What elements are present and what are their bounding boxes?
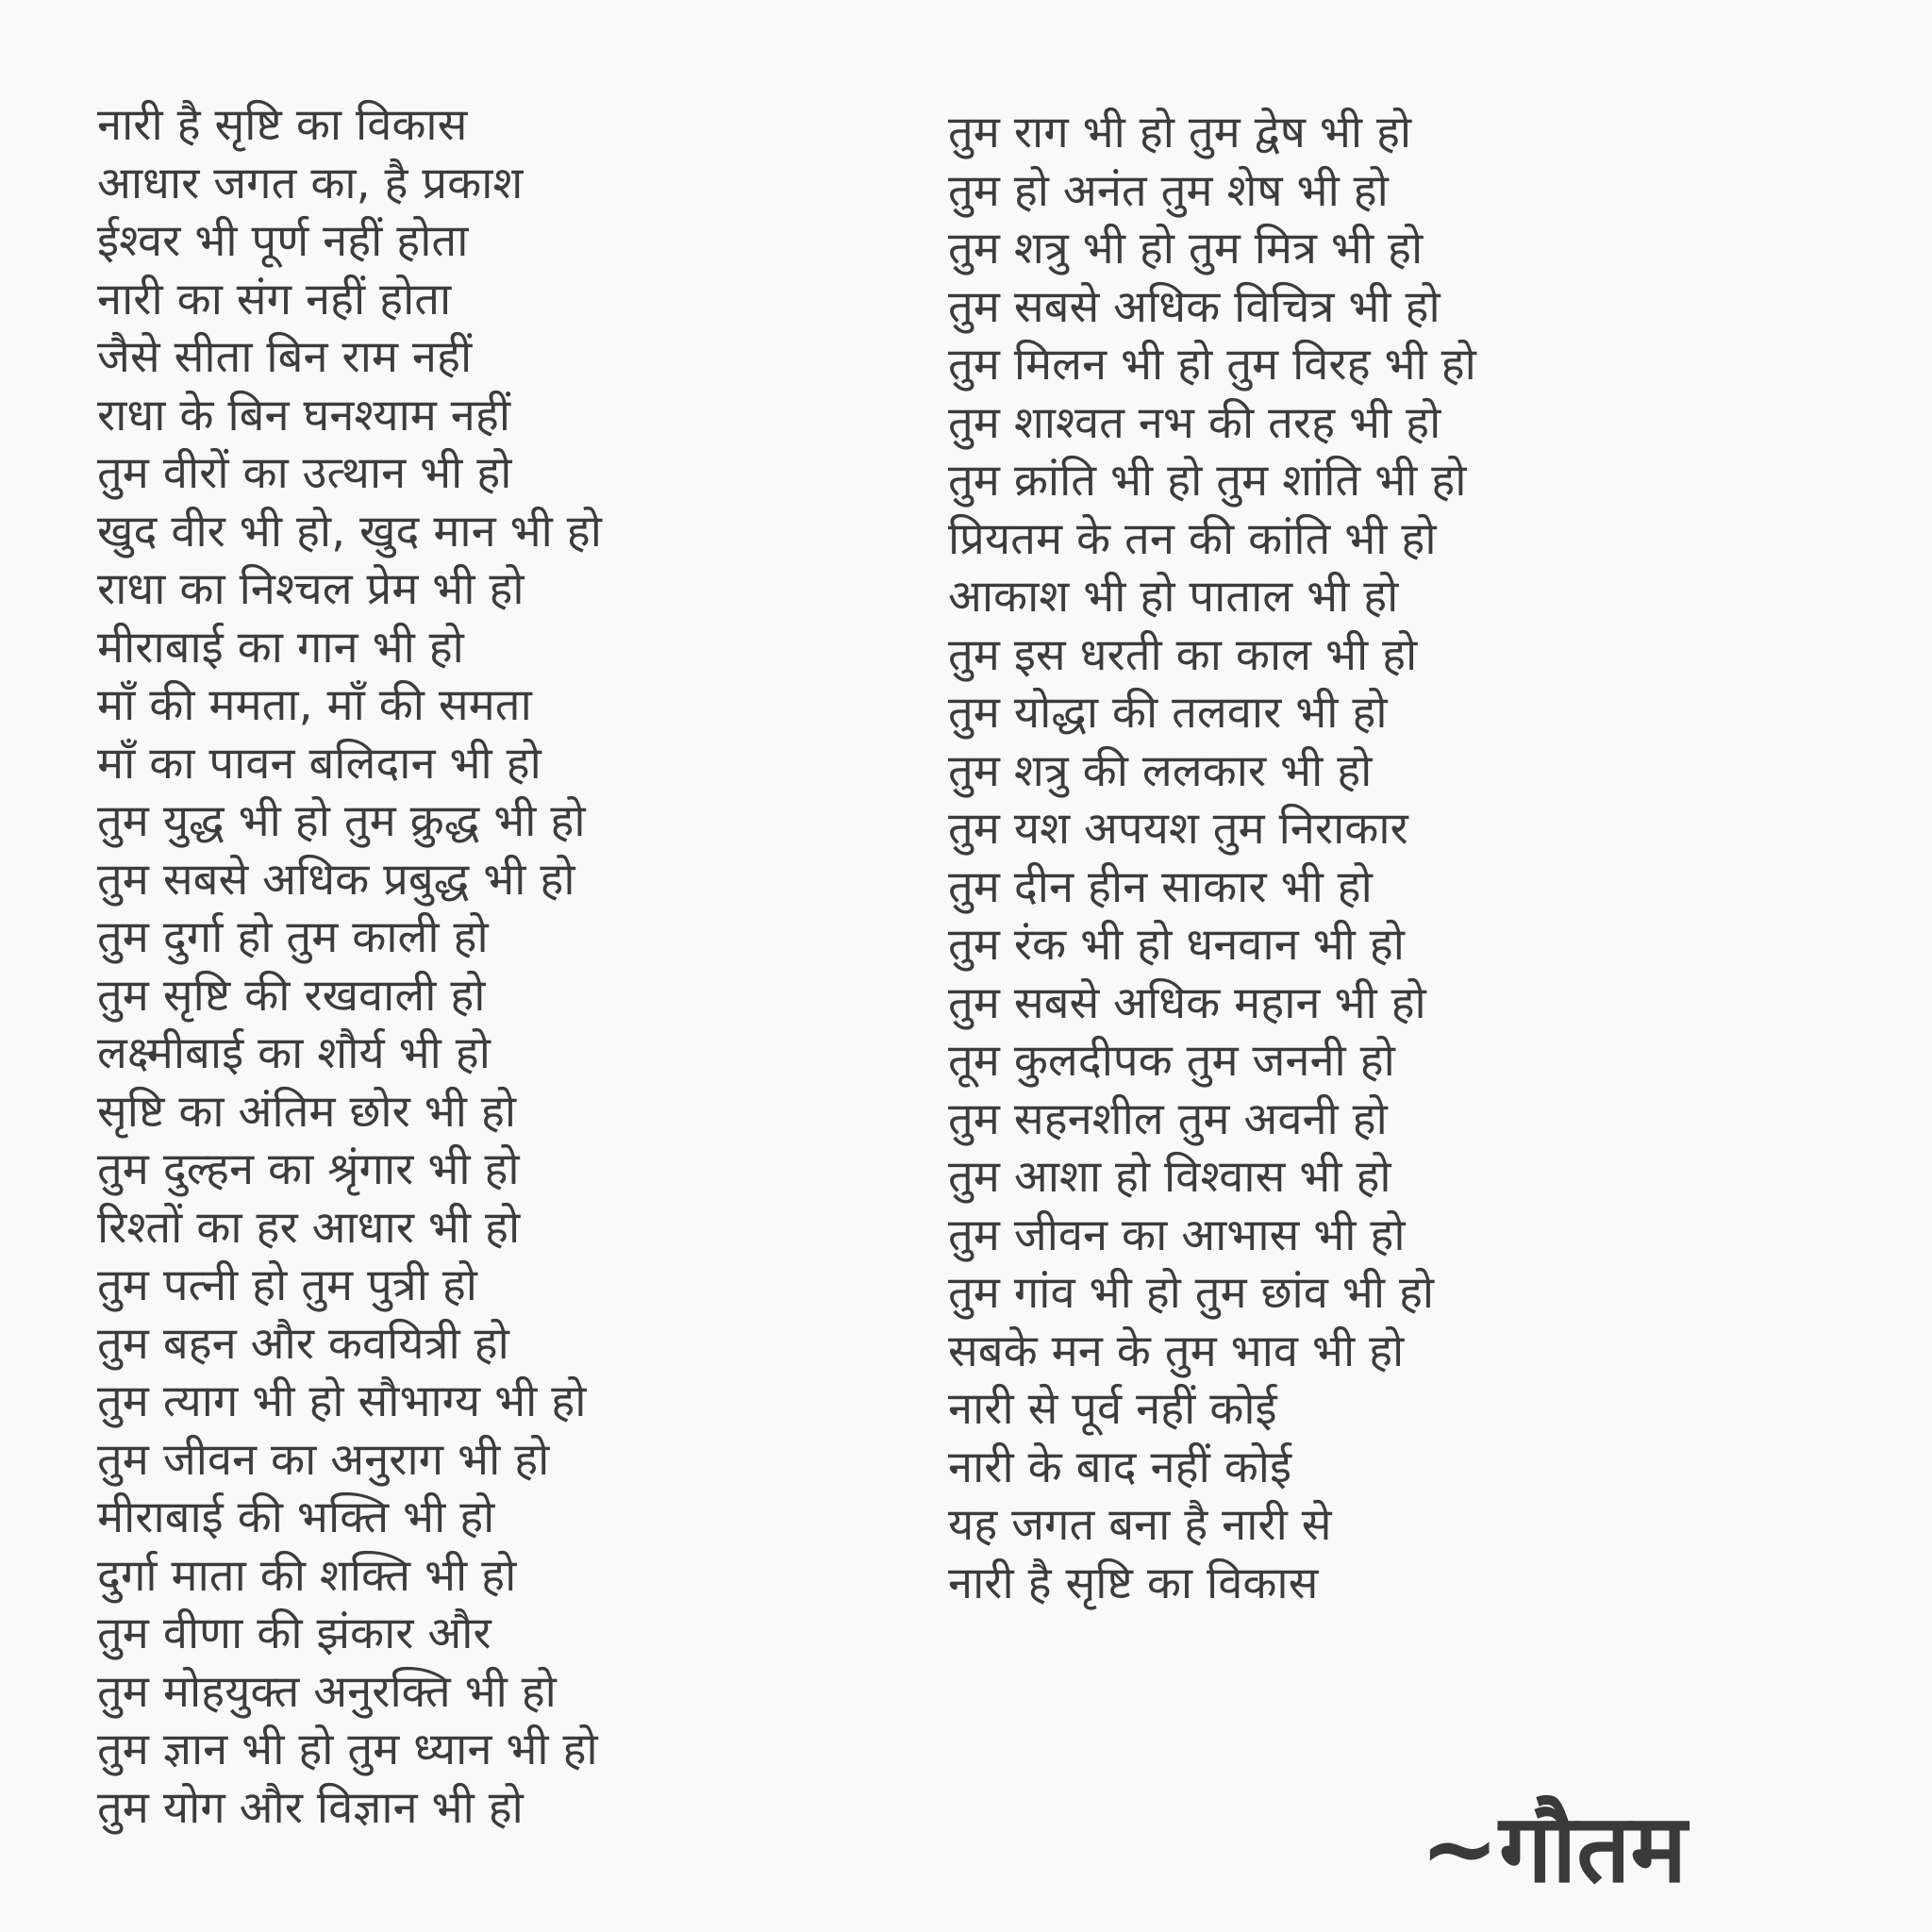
poem-line: तुम आशा हो विश्वास भी हो — [948, 1151, 1391, 1203]
poem-line: तुम राग भी हो तुम द्वेष भी हो — [948, 107, 1412, 158]
poem-line: आकाश भी हो पाताल भी हो — [948, 571, 1399, 623]
poem-line: तुम यश अपयश तुम निराकार — [948, 803, 1408, 855]
poem-line: आधार जगत का, है प्रकाश — [97, 157, 524, 209]
poem-line: तुम पत्नी हो तुम पुत्री हो — [97, 1259, 477, 1311]
poem-line: मीराबाई का गान भी हो — [97, 621, 464, 674]
poem-line: नारी से पूर्व नहीं कोई — [948, 1383, 1277, 1435]
poem-line: तुम शत्रु की ललकार भी हो — [948, 744, 1373, 797]
poem-right-column — [948, 104, 1476, 1612]
poem-line: राधा का निश्चल प्रेम भी हो — [97, 563, 525, 615]
poem-line: तुम वीरों का उत्थान भी हो — [97, 447, 512, 499]
poem-line: तुम गांव भी हो तुम छांव भी हो — [948, 1267, 1435, 1319]
poem-line: तुम योद्धा की तलवार भी हो — [948, 687, 1388, 739]
poem-line: तुम सबसे अधिक महान भी हो — [948, 976, 1426, 1029]
poem-line: तुम शाश्वत नभ की तरह भी हो — [948, 396, 1441, 449]
poem-line: खुद वीर भी हो, खुद मान भी हो — [97, 505, 602, 558]
poem-line: तुम युद्ध भी हो तुम क्रुद्ध भी हो — [97, 795, 586, 847]
poem-line: तुम बहन और कवयित्री हो — [97, 1317, 509, 1370]
poem-line: तुम दुर्गा हो तुम काली हो — [97, 911, 489, 963]
poem-line: तुम शत्रु भी हो तुम मित्र भी हो — [948, 223, 1424, 275]
poem-line: तुम योग और विज्ञान भी हो — [97, 1781, 524, 1834]
poem-line: मीराबाई की भक्ति भी हो — [97, 1491, 495, 1543]
author-signature: ~गौतम — [1420, 1793, 1687, 1904]
poem-line: नारी है सृष्टि का विकास — [948, 1557, 1319, 1609]
poem-line: तुम हो अनंत तुम शेष भी हो — [948, 164, 1389, 217]
poem-line: सबके मन के तुम भाव भी हो — [948, 1324, 1405, 1377]
poem-line: ईश्वर भी पूर्ण नहीं होता — [97, 215, 469, 267]
poem-line: तुम वीणा की झंकार और — [97, 1607, 491, 1659]
poem-line: यह जगत बना है नारी से — [948, 1499, 1332, 1551]
poem-line: जैसे सीता बिन राम नहीं — [97, 331, 473, 383]
poem-line: सृष्टि का अंतिम छोर भी हो — [97, 1085, 517, 1138]
poem-line: तूम कुलदीपक तुम जननी हो — [948, 1035, 1395, 1087]
poem-line: तुम त्याग भी हो सौभाग्य भी हो — [97, 1375, 587, 1427]
poem-line: तुम मिलन भी हो तुम विरह भी हो — [948, 339, 1476, 391]
poem-line: लक्ष्मीबाई का शौर्य भी हो — [97, 1027, 491, 1079]
poem-line: नारी के बाद नहीं कोई — [948, 1441, 1292, 1493]
poem-line: नारी का संग नहीं होता — [97, 273, 452, 325]
poem-left-column — [97, 96, 602, 1837]
poem-line: तुम मोहयुक्त अनुरक्ति भी हो — [97, 1665, 557, 1718]
poem-line: माँ की ममता, माँ की समता — [97, 679, 532, 731]
poem-line: तुम सृष्टि की रखवाली हो — [97, 969, 486, 1022]
poem-line: तुम सबसे अधिक प्रबुद्ध भी हो — [97, 853, 575, 906]
poem-line: तुम क्रांति भी हो तुम शांति भी हो — [948, 455, 1467, 507]
poem-line: तुम दीन हीन साकार भी हो — [948, 860, 1373, 913]
poem-line: रिश्तों का हर आधार भी हो — [97, 1201, 521, 1254]
poem-line: प्रियतम के तन की कांति भी हो — [948, 512, 1437, 565]
poem-line: तुम सहनशील तुम अवनी हो — [948, 1092, 1388, 1145]
poem-line: माँ का पावन बलिदान भी हो — [97, 737, 541, 790]
poem-line: तुम रंक भी हो धनवान भी हो — [948, 919, 1405, 971]
poem-line: तुम जीवन का अनुराग भी हो — [97, 1433, 550, 1486]
poem-line: नारी है सृष्टि का विकास — [97, 99, 468, 151]
poem-line: दुर्गा माता की शक्ति भी हो — [97, 1549, 517, 1602]
poem-line: तुम दुल्हन का श्रृंगार भी हो — [97, 1143, 520, 1195]
poem-line: तुम सबसे अधिक विचित्र भी हो — [948, 280, 1441, 333]
poem-line: तुम जीवन का आभास भी हो — [948, 1208, 1406, 1261]
poem-line: राधा के बिन घनश्याम नहीं — [97, 389, 511, 441]
poem-line: तुम ज्ञान भी हो तुम ध्यान भी हो — [97, 1724, 598, 1775]
poem-line: तुम इस धरती का काल भी हो — [948, 628, 1418, 681]
